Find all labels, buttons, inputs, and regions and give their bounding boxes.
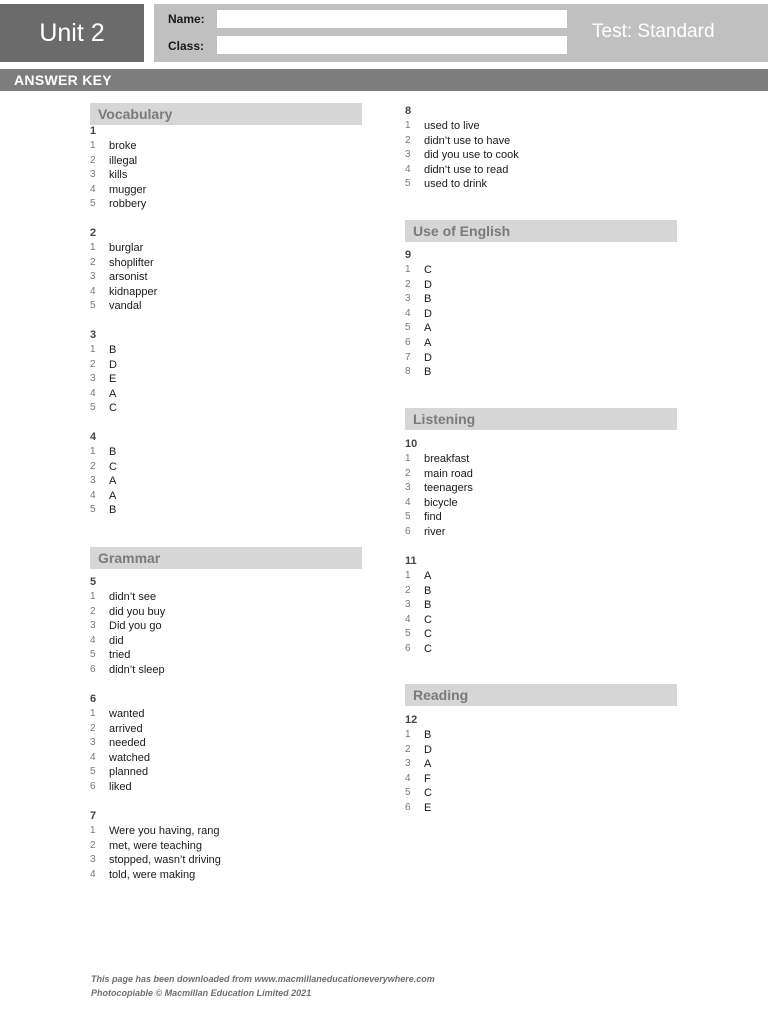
answer-text: did you use to cook: [424, 149, 519, 162]
answer-text: bicycle: [424, 496, 458, 509]
answer-index: 3: [90, 737, 96, 749]
answer-item: [405, 292, 432, 307]
answer-text: B: [424, 729, 432, 741]
answer-text: shoplifter: [109, 256, 154, 269]
exercise-number: 3: [90, 329, 97, 341]
answer-text: didn’t sleep: [109, 663, 165, 676]
answer-text: broke: [109, 140, 137, 152]
answer-item: [90, 634, 165, 649]
answer-item: [405, 307, 432, 322]
answer-index: 4: [90, 285, 96, 297]
answer-text: used to drink: [424, 178, 487, 191]
answer-item: [90, 765, 150, 780]
answer-index: 6: [90, 780, 96, 792]
answer-text: watched: [109, 751, 150, 764]
answer-text: did: [109, 634, 124, 647]
answer-text: didn’t see: [109, 591, 157, 603]
answer-index: 3: [90, 854, 96, 866]
answer-text: kills: [109, 169, 128, 182]
answer-item: [405, 598, 432, 613]
answer-index: 1: [90, 140, 96, 151]
answer-index: 5: [90, 198, 96, 210]
answer-text: E: [424, 801, 432, 814]
answer-index: 6: [405, 642, 411, 654]
exercise-number: 11: [405, 555, 417, 567]
answer-index: 8: [405, 366, 411, 378]
answer-item: [90, 853, 221, 868]
answer-item: [405, 177, 519, 192]
answer-index: 4: [90, 634, 96, 646]
answer-item: [90, 401, 117, 416]
exercise-number: 9: [405, 249, 412, 261]
answer-item: [90, 241, 157, 256]
answer-item: [405, 627, 432, 642]
name-label: Name:: [168, 12, 205, 26]
answer-text: A: [109, 489, 117, 502]
answer-item: [90, 372, 117, 387]
answer-text: Were you having, rang: [109, 825, 220, 837]
answer-index: 4: [405, 496, 411, 508]
section-title-use-of-english: Use of English: [405, 220, 677, 242]
answer-item: [90, 722, 150, 737]
answer-item: [90, 270, 157, 285]
exercise-block: [90, 809, 221, 882]
answer-index: 4: [405, 613, 411, 625]
answer-item: [405, 728, 432, 743]
class-label: Class:: [168, 39, 205, 53]
answer-index: 3: [405, 149, 411, 161]
answer-index: 1: [90, 344, 96, 355]
answer-text: C: [109, 402, 117, 415]
answer-text: A: [424, 570, 432, 582]
answer-index: 2: [90, 722, 96, 734]
answer-item: [405, 481, 473, 496]
answer-index: 3: [90, 271, 96, 283]
answer-index: 4: [405, 772, 411, 784]
exercise-number: 10: [405, 438, 418, 450]
answer-text: liked: [109, 780, 132, 793]
answer-text: F: [424, 772, 431, 785]
answer-text: A: [424, 322, 432, 335]
class-field[interactable]: [217, 36, 567, 54]
answer-item: [405, 772, 432, 787]
answer-item: [405, 525, 473, 540]
answer-text: main road: [424, 467, 473, 480]
answer-item: [405, 613, 432, 628]
answer-index: 1: [405, 120, 411, 131]
exercise-block: [90, 328, 117, 416]
answer-index: 4: [90, 489, 96, 501]
answer-item: [90, 707, 150, 722]
answer-text: kidnapper: [109, 285, 158, 298]
answer-index: 5: [405, 787, 411, 799]
answer-text: did you buy: [109, 605, 166, 618]
exercise-number: 8: [405, 105, 412, 117]
answer-index: 5: [90, 766, 96, 778]
answer-text: C: [109, 460, 117, 473]
answer-item: [90, 780, 150, 795]
answer-item: [90, 154, 146, 169]
exercise-number: 4: [90, 431, 97, 443]
answer-text: C: [424, 264, 432, 276]
answer-item: [90, 139, 146, 154]
answer-index: 1: [405, 264, 411, 275]
answer-item: [405, 134, 519, 149]
answer-text: stopped, wasn’t driving: [109, 854, 221, 867]
answer-index: 4: [90, 183, 96, 195]
answer-item: [90, 824, 221, 839]
answer-item: [405, 351, 432, 366]
answer-index: 6: [405, 801, 411, 813]
answer-item: [405, 452, 473, 467]
answer-text: tried: [109, 649, 131, 662]
answer-index: 6: [405, 336, 411, 348]
answer-text: vandal: [109, 300, 142, 313]
answer-text: C: [424, 787, 432, 800]
unit-title: Unit 2: [39, 18, 105, 47]
answer-item: [90, 590, 165, 605]
footer-copyright: Photocopiable © Macmillan Education Limited 2021: [91, 988, 312, 998]
answer-index: 2: [405, 278, 411, 290]
answer-item: [405, 119, 519, 134]
answer-index: 2: [90, 839, 96, 851]
answer-text: B: [424, 366, 432, 379]
exercise-number: 6: [90, 693, 97, 705]
exercise-number: 12: [405, 714, 418, 726]
answer-text: didn’t use to read: [424, 163, 509, 176]
answer-item: [90, 648, 165, 663]
name-field[interactable]: [217, 10, 567, 28]
answer-text: B: [109, 504, 117, 517]
answer-index: 4: [405, 163, 411, 175]
answer-item: [90, 751, 150, 766]
exercise-block: [90, 430, 117, 518]
unit-label: [0, 4, 144, 62]
answer-index: 4: [90, 387, 96, 399]
answer-item: [90, 839, 221, 854]
answer-item: [405, 263, 432, 278]
exercise-block: [405, 104, 519, 192]
answer-index: 5: [90, 649, 96, 661]
answer-text: B: [424, 584, 432, 597]
answer-index: 2: [90, 460, 96, 472]
answer-index: 1: [405, 729, 411, 740]
exercise-block: [90, 226, 157, 314]
answer-item: [90, 183, 146, 198]
answer-item: [90, 285, 157, 300]
answer-item: [405, 584, 432, 599]
answer-index: 2: [405, 584, 411, 596]
answer-index: 5: [405, 322, 411, 334]
answer-item: [90, 197, 146, 212]
answer-index: 5: [405, 178, 411, 190]
answer-text: Did you go: [109, 620, 162, 633]
answer-item: [405, 467, 473, 482]
answer-item: [405, 365, 432, 380]
section-title-vocabulary: Vocabulary: [90, 103, 362, 125]
answer-text: D: [424, 743, 432, 756]
answer-index: 2: [405, 743, 411, 755]
answer-item: [90, 489, 117, 504]
answer-item: [405, 510, 473, 525]
answer-index: 5: [90, 300, 96, 312]
answer-item: [405, 148, 519, 163]
answer-index: 1: [90, 708, 96, 719]
answer-item: [90, 168, 146, 183]
answer-index: 1: [405, 453, 411, 464]
answer-item: [90, 445, 117, 460]
answer-item: [405, 163, 519, 178]
answer-index: 2: [90, 154, 96, 166]
answer-index: 1: [90, 825, 96, 836]
answer-item: [90, 343, 117, 358]
answer-index: 4: [405, 307, 411, 319]
exercise-block: [90, 124, 146, 212]
answer-text: D: [109, 358, 117, 371]
answer-text: arrived: [109, 722, 143, 735]
answer-text: D: [424, 278, 432, 291]
answer-item: [405, 321, 432, 336]
answer-index: 2: [405, 134, 411, 146]
answer-item: [405, 801, 432, 816]
answer-item: [90, 387, 117, 402]
answer-text: B: [109, 446, 117, 458]
answer-text: breakfast: [424, 453, 470, 465]
answer-text: met, were teaching: [109, 839, 202, 852]
answer-item: [90, 736, 150, 751]
answer-index: 1: [90, 446, 96, 457]
answer-index: 4: [90, 751, 96, 763]
answer-index: 5: [90, 402, 96, 414]
exercise-block: [90, 575, 165, 678]
answer-text: B: [424, 293, 432, 306]
answer-item: [405, 743, 432, 758]
answer-item: [405, 757, 432, 772]
section-title-reading: Reading: [405, 684, 677, 706]
exercise-number: 1: [90, 125, 97, 137]
exercise-block: [405, 554, 432, 657]
answer-item: [405, 786, 432, 801]
footer-download-note: This page has been downloaded from www.macmillaneducationeverywhere.com: [91, 974, 435, 984]
answer-item: [405, 642, 432, 657]
answer-item: [90, 868, 221, 883]
answer-item: [90, 663, 165, 678]
section-title-grammar: Grammar: [90, 547, 362, 569]
answer-index: 1: [405, 570, 411, 581]
answer-text: A: [424, 758, 432, 771]
answer-text: used to live: [424, 120, 480, 132]
answer-text: river: [424, 525, 446, 538]
answer-index: 2: [90, 256, 96, 268]
answer-text: wanted: [109, 708, 145, 720]
answer-item: [90, 619, 165, 634]
answer-text: burglar: [109, 242, 144, 254]
answer-text: A: [109, 475, 117, 488]
answer-text: find: [424, 511, 442, 524]
answer-index: 6: [405, 525, 411, 537]
answer-item: [90, 503, 117, 518]
answer-text: A: [424, 336, 432, 349]
answer-text: D: [424, 307, 432, 320]
answer-text: B: [424, 599, 432, 612]
answer-item: [90, 256, 157, 271]
answer-text: arsonist: [109, 271, 148, 284]
answer-index: 3: [90, 169, 96, 181]
exercise-number: 7: [90, 810, 97, 822]
answer-text: mugger: [109, 183, 147, 196]
answer-index: 3: [90, 373, 96, 385]
answer-index: 5: [405, 628, 411, 640]
student-info-panel: [154, 4, 768, 62]
answer-text: told, were making: [109, 868, 196, 881]
exercise-number: 5: [90, 576, 97, 588]
answer-text: C: [424, 642, 432, 655]
answer-text: E: [109, 373, 117, 386]
answer-text: robbery: [109, 198, 147, 211]
answer-item: [405, 569, 432, 584]
test-type-label: Test: Standard: [592, 21, 715, 42]
answer-item: [405, 336, 432, 351]
answer-text: needed: [109, 737, 146, 750]
answer-index: 1: [90, 591, 96, 602]
answer-text: C: [424, 628, 432, 641]
answer-index: 3: [405, 599, 411, 611]
answer-text: D: [424, 351, 432, 364]
answer-item: [90, 605, 165, 620]
section-title-listening: Listening: [405, 408, 677, 430]
answer-index: 4: [90, 868, 96, 880]
answer-text: illegal: [109, 154, 138, 167]
page-footer: [91, 972, 435, 1000]
answer-index: 3: [405, 758, 411, 770]
answer-text: C: [424, 613, 432, 626]
answer-index: 5: [90, 504, 96, 516]
answer-index: 1: [90, 242, 96, 253]
answer-key-banner: ANSWER KEY: [0, 69, 768, 91]
answer-item: [90, 460, 117, 475]
answer-text: didn’t use to have: [424, 134, 511, 147]
answer-text: A: [109, 387, 117, 400]
answer-item: [90, 474, 117, 489]
answer-item: [405, 496, 473, 511]
answer-item: [90, 358, 117, 373]
answer-text: planned: [109, 766, 149, 779]
answer-index: 3: [405, 482, 411, 494]
answer-text: B: [109, 344, 117, 356]
answer-index: 3: [405, 293, 411, 305]
answer-item: [90, 299, 157, 314]
answer-index: 3: [90, 475, 96, 487]
answer-text: teenagers: [424, 482, 473, 495]
answer-index: 3: [90, 620, 96, 632]
answer-index: 7: [405, 351, 411, 363]
answer-index: 2: [90, 605, 96, 617]
exercise-number: 2: [90, 227, 97, 239]
answer-item: [405, 278, 432, 293]
exercise-block: [405, 713, 432, 816]
exercise-block: [405, 248, 432, 380]
answer-index: 5: [405, 511, 411, 523]
answer-index: 2: [90, 358, 96, 370]
answer-index: 2: [405, 467, 411, 479]
answer-index: 6: [90, 663, 96, 675]
exercise-block: [90, 692, 150, 795]
exercise-block: [405, 437, 473, 540]
